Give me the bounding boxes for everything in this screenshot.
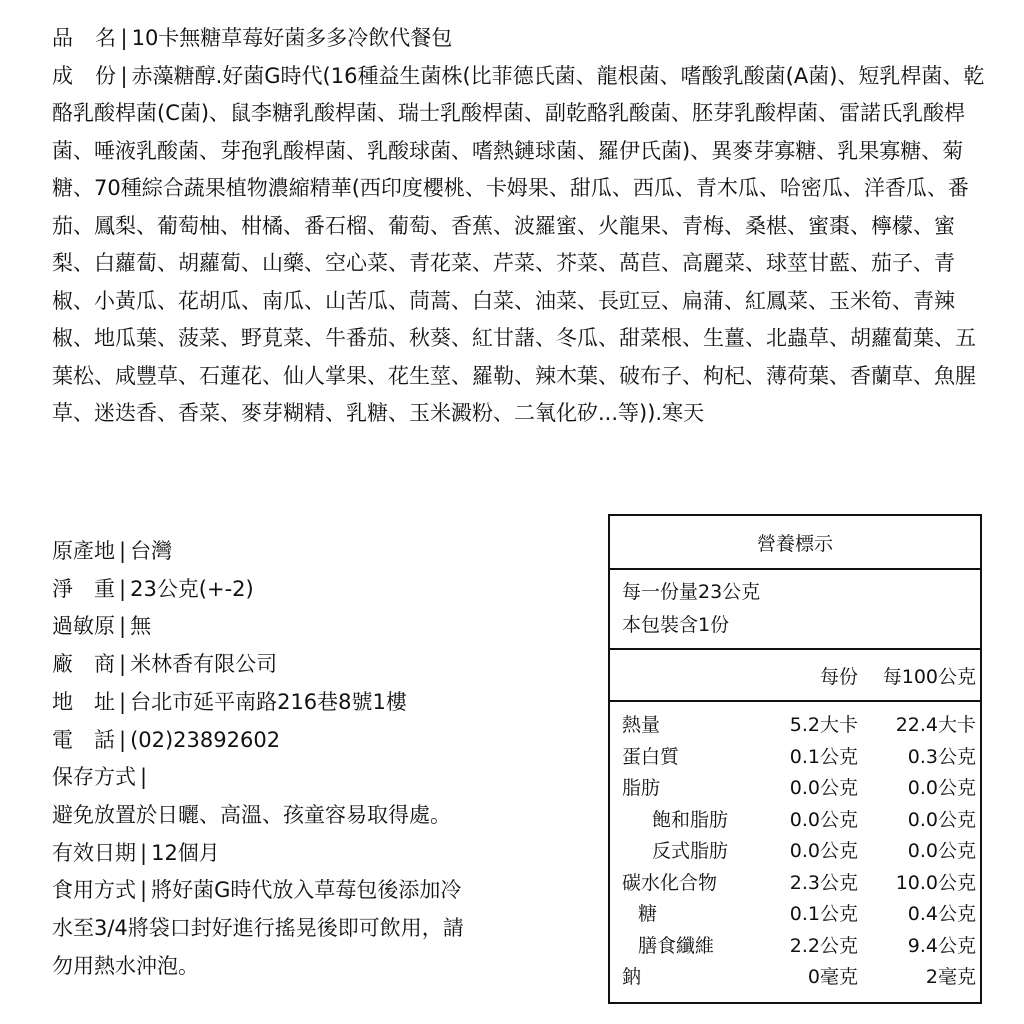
serving-info <box>610 570 980 650</box>
per-serving-value: 0.1公克 <box>789 903 858 926</box>
phone-line <box>52 722 592 760</box>
per-100g-value: 22.4大卡 <box>895 714 976 737</box>
nutrient-name: 鈉 <box>622 966 642 989</box>
product-name: 10卡無糖草莓好菌多多冷飲代餐包 <box>131 26 453 50</box>
address-value: 台北市延平南路216巷8號1樓 <box>130 689 407 714</box>
nutrient-name: 膳食纖維 <box>638 934 715 957</box>
table-row <box>610 834 980 866</box>
table-row <box>610 708 980 740</box>
allergen-label: 過敏原 <box>52 614 115 639</box>
per-serving-value: 2.2公克 <box>789 934 858 957</box>
maker-value: 米林香有限公司 <box>130 652 278 677</box>
origin-line <box>52 533 592 571</box>
ingredients-text: 赤藻糖醇.好菌G時代(16種益生菌株(比菲德氏菌、龍根菌、嗜酸乳酸菌(A菌)、短乳桿菌、乾酪乳酸桿菌(C菌)、鼠李糖乳酸桿菌、瑞士乳酸桿菌、副乾酪乳酸菌、胚芽乳酸桿菌、雷諾氏乳酸桿菌、唾液乳酸菌、芽孢乳酸桿菌、乳酸球菌、嗜熱鏈球菌、羅伊氏菌)、異麥芽寡糖、乳果寡糖、菊糖、70種綜合蔬果植物濃縮精華(西印度櫻桃、卡姆果、甜瓜、西瓜、青木瓜、哈密瓜、洋香瓜、番茄、鳳梨、葡萄柚、柑橘、番石榴、葡萄、香蕉、波羅蜜、火龍果、青梅、桑椹、蜜棗、檸檬、蜜梨、白蘿蔔、胡蘿蔔、山藥、空心菜、青花菜、芹菜、芥菜、萵苣、高麗菜、球莖甘藍、茄子、青椒、小黃瓜、花胡瓜、南瓜、山苦瓜、茼蒿、白菜、油菜、長豇豆、扁蒲、紅鳳菜、玉米筍、青辣椒、地瓜葉、菠菜、野莧菜、牛番茄、秋葵、紅甘藷、冬瓜、甜菜根、生薑、北蟲草、胡蘿蔔葉、五葉松、咸豐草、石蓮花、仙人掌果、花生莖、羅勒、辣木葉、破布子、枸杞、薄荷葉、香蘭草、魚腥草、迷迭香、香菜、麥芽糊精、乳糖、玉米澱粉、二氧化矽...等)).寒天 <box>52 63 985 425</box>
nutrition-facts-table <box>608 514 982 1004</box>
storage-label: 保存方式 <box>52 765 136 790</box>
expiry-value: 12個月 <box>151 840 220 865</box>
separator: | <box>119 652 127 677</box>
allergen-value: 無 <box>130 614 152 639</box>
per-100g-value: 10.0公克 <box>895 871 976 894</box>
product-info-block <box>52 20 992 433</box>
table-row <box>610 803 980 835</box>
origin-label: 原產地 <box>52 539 115 563</box>
per-100g-value: 0.0公克 <box>907 840 976 863</box>
ingredients-label: 成 份 <box>52 63 117 88</box>
nutrient-name: 熱量 <box>622 714 661 737</box>
per-100g-value: 0.0公克 <box>907 777 976 800</box>
storage-value: 避免放置於日曬、高溫、孩童容易取得處。 <box>52 802 451 827</box>
allergen-line <box>52 608 592 646</box>
weight-line <box>52 571 592 609</box>
nutrition-title: 營養標示 <box>610 516 980 570</box>
separator: | <box>119 539 127 563</box>
maker-line <box>52 646 592 684</box>
address-label: 地 址 <box>52 689 115 714</box>
col-per-serving: 每份 <box>819 665 858 688</box>
per-serving-value: 0毫克 <box>807 966 858 989</box>
expiry-line <box>52 835 592 873</box>
product-name-line <box>52 20 992 58</box>
per-100g-value: 9.4公克 <box>907 934 976 957</box>
nutrient-table <box>610 708 980 992</box>
per-serving-value: 0.0公克 <box>789 777 858 800</box>
weight-label: 淨 重 <box>52 576 115 601</box>
nutrient-name: 反式脂肪 <box>652 840 729 863</box>
nutrient-name: 脂肪 <box>622 777 661 800</box>
separator: | <box>119 727 127 752</box>
nutrient-name: 飽和脂肪 <box>652 808 729 831</box>
per-serving-value: 0.0公克 <box>789 840 858 863</box>
serving-size: 每一份量23公克 <box>622 581 761 603</box>
origin-value: 台灣 <box>130 539 173 563</box>
per-serving-value: 0.0公克 <box>789 808 858 831</box>
product-name-label: 品 名 <box>52 26 117 50</box>
separator: | <box>120 63 128 88</box>
separator: | <box>119 614 127 639</box>
separator: | <box>140 878 148 903</box>
ingredients-line <box>52 58 992 433</box>
separator: | <box>119 576 127 601</box>
usage-text-2: 水至3/4將袋口封好進行搖晃後即可飲用，請 <box>52 916 464 941</box>
servings-per-package: 本包裝含1份 <box>622 614 730 636</box>
separator: | <box>119 689 127 714</box>
per-100g-value: 2毫克 <box>925 966 976 989</box>
table-row <box>610 771 980 803</box>
weight-value: 23公克(+-2) <box>130 576 254 601</box>
per-100g-value: 0.4公克 <box>907 903 976 926</box>
per-100g-value: 0.3公克 <box>907 745 976 768</box>
usage-line <box>52 872 592 910</box>
nutrient-name: 蛋白質 <box>622 745 680 768</box>
separator: | <box>140 840 148 865</box>
storage-label-line <box>52 759 592 797</box>
table-row <box>610 960 980 992</box>
per-serving-value: 5.2大卡 <box>789 714 858 737</box>
column-headers <box>610 650 980 702</box>
table-row <box>610 929 980 961</box>
details-block <box>52 533 592 985</box>
nutrient-name: 碳水化合物 <box>622 871 718 894</box>
separator: | <box>120 26 128 50</box>
address-line <box>52 684 592 722</box>
table-row <box>610 897 980 929</box>
table-row <box>610 866 980 898</box>
maker-label: 廠 商 <box>52 652 115 677</box>
phone-label: 電 話 <box>52 727 115 752</box>
table-row <box>610 740 980 772</box>
nutrient-name: 糖 <box>638 903 658 926</box>
expiry-label: 有效日期 <box>52 840 136 865</box>
per-serving-value: 2.3公克 <box>789 871 858 894</box>
per-serving-value: 0.1公克 <box>789 745 858 768</box>
separator: | <box>140 765 148 790</box>
phone-value: (02)23892602 <box>130 727 281 752</box>
per-100g-value: 0.0公克 <box>907 808 976 831</box>
usage-text-1: 將好菌G時代放入草莓包後添加冷 <box>151 878 462 903</box>
usage-text-3: 勿用熱水沖泡。 <box>52 953 199 978</box>
usage-label: 食用方式 <box>52 878 136 903</box>
col-per-100g: 每100公克 <box>882 665 976 688</box>
